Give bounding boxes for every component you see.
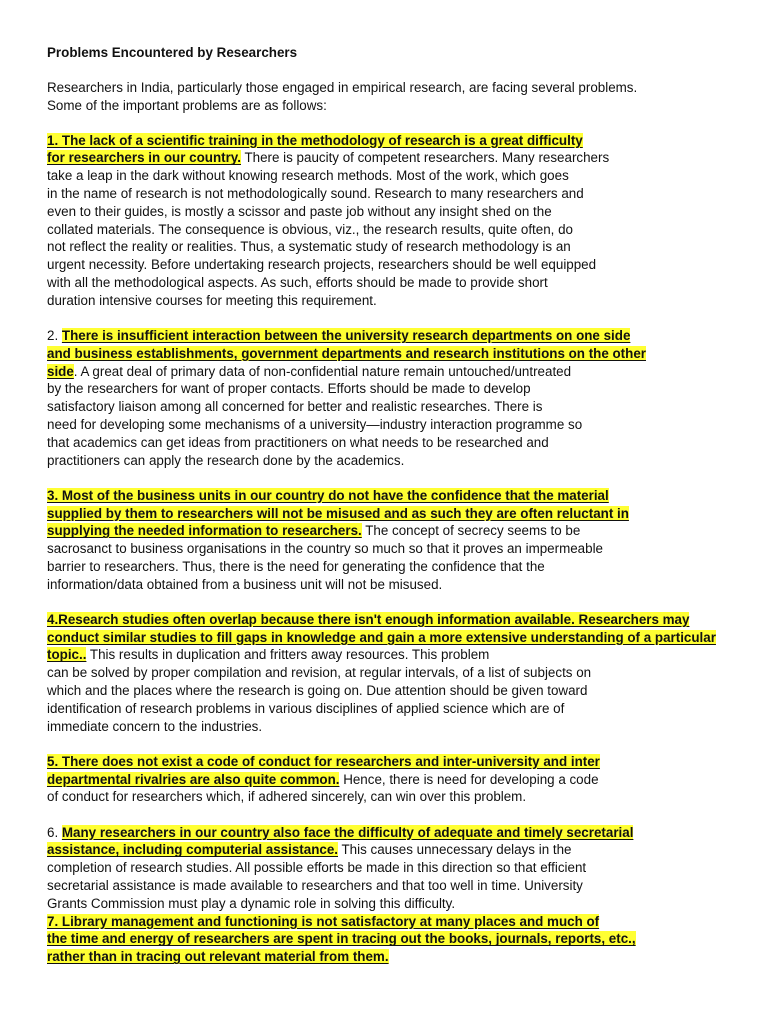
problem-line (47, 895, 728, 913)
problem-line (47, 771, 728, 789)
problem-line (47, 629, 728, 647)
document-title: Problems Encountered by Researchers (47, 45, 298, 60)
problem-line (47, 505, 728, 523)
problem-3-paragraph (47, 487, 728, 594)
problem-line (47, 558, 728, 576)
problem-line (47, 274, 728, 292)
highlighted-text: side (47, 363, 74, 379)
highlighted-text: 3. Most of the business units in our country do not have the confidence that the material (47, 487, 609, 503)
problem-number: 6. (47, 824, 62, 840)
body-text: duration intensive courses for meeting this requirement. (47, 292, 377, 308)
problem-line (47, 398, 728, 416)
intro-line: Some of the important problems are as follows: (47, 97, 327, 113)
highlighted-text: topic.. (47, 647, 87, 663)
problem-line (47, 682, 728, 700)
problem-line (47, 718, 728, 736)
highlighted-text: assistance, including computerial assistance. (47, 842, 338, 858)
problem-line (47, 646, 728, 664)
highlighted-text: 5. There does not exist a code of conduct for researchers and inter-university and inter (47, 753, 600, 769)
body-text: immediate concern to the industries. (47, 718, 263, 734)
problem-5-paragraph (47, 753, 728, 806)
body-text: secretarial assistance is made available to researchers and that too well in time. University (47, 878, 583, 894)
body-text: . A great deal of primary data of non-confidential nature remain untouched/untreated (73, 363, 572, 379)
problem-line (47, 132, 728, 150)
intro-paragraph (47, 79, 728, 115)
highlighted-text: the time and energy of researchers are spent in tracing out the books, journals, reports, etc., (47, 931, 636, 947)
problem-line (47, 540, 728, 558)
problem-line (47, 788, 728, 806)
body-text: barrier to researchers. Thus, there is the need for generating the confidence that the (47, 558, 545, 574)
body-text: This causes unnecessary delays in the (338, 842, 572, 858)
problem-4-paragraph (47, 611, 728, 736)
problem-line (47, 522, 728, 540)
problem-line (47, 380, 728, 398)
intro-line: Researchers in India, particularly those engaged in empirical research, are facing several problems. (47, 80, 638, 95)
body-text: This results in duplication and fritters away resources. This problem (86, 647, 490, 663)
problem-number: 2. (47, 327, 62, 343)
problem-line (47, 452, 728, 470)
problem-line (47, 203, 728, 221)
body-text: need for developing some mechanisms of a university—industry interaction programme so (47, 416, 583, 432)
body-text: which and the places where the research is going on. Due attention should be given toward (47, 683, 588, 699)
highlighted-text: There is insufficient interaction between the university research departments on one side (61, 327, 631, 343)
problem-line (47, 256, 728, 274)
highlighted-text: conduct similar studies to fill gaps in knowledge and gain a more extensive understanding of a particular (47, 629, 716, 645)
problem-line (47, 221, 728, 239)
problem-line (47, 948, 728, 966)
problem-line (47, 167, 728, 185)
problem-line (47, 753, 728, 771)
problem-line (47, 363, 728, 381)
problem-list (47, 132, 728, 966)
highlighted-text: Many researchers in our country also face the difficulty of adequate and timely secretarial (61, 824, 634, 840)
body-text: even to their guides, is mostly a scissor and paste job without any insight shed on the (47, 203, 552, 219)
problem-line (47, 345, 728, 363)
body-text: in the name of research is not methodologically sound. Research to many researchers and (47, 185, 584, 201)
body-text: identification of research problems in various disciplines of applied science which are of (47, 700, 565, 716)
problem-line (47, 824, 728, 842)
highlighted-text: 1. The lack of a scientific training in the methodology of research is a great difficulty (47, 132, 583, 148)
problem-line (47, 327, 728, 345)
highlighted-text: 7. Library management and functioning is not satisfactory at many places and much of (47, 913, 600, 929)
body-text: Grants Commission must play a dynamic role in solving this difficulty. (47, 895, 456, 911)
problem-line (47, 487, 728, 505)
highlighted-text: departmental rivalries are also quite common. (47, 771, 340, 787)
highlighted-text: and business establishments, government departments and research institutions on the other (47, 345, 646, 361)
body-text: Hence, there is need for developing a code (339, 771, 599, 787)
body-text: practitioners can apply the research done by the academics. (47, 452, 405, 468)
problem-line (47, 877, 728, 895)
body-text: information/data obtained from a business unit will not be misused. (47, 576, 443, 592)
problem-line (47, 292, 728, 310)
body-text: urgent necessity. Before undertaking research projects, researchers should be well equipped (47, 257, 597, 273)
problem-line (47, 185, 728, 203)
body-text: sacrosanct to business organisations in the country so much so that it proves an impermeable (47, 541, 603, 557)
body-text: with all the methodological aspects. As such, efforts should be made to provide short (47, 274, 548, 290)
body-text: of conduct for researchers which, if adhered sincerely, can win over this problem. (47, 789, 527, 805)
body-text: The concept of secrecy seems to be (361, 523, 581, 539)
problem-line (47, 238, 728, 256)
problem-2-paragraph (47, 327, 728, 469)
problem-line (47, 664, 728, 682)
problem-line (47, 841, 728, 859)
problem-line (47, 930, 728, 948)
problem-line (47, 700, 728, 718)
body-text: completion of research studies. All possible efforts be made in this direction so that efficient (47, 860, 587, 876)
body-text: take a leap in the dark without knowing research methods. Most of the work, which goes (47, 168, 569, 184)
highlighted-text: for researchers in our country. (47, 150, 241, 166)
problem-line (47, 434, 728, 452)
body-text: by the researchers for want of proper contacts. Efforts should be made to develop (47, 381, 531, 397)
problem-line (47, 416, 728, 434)
highlighted-text: supplied by them to researchers will not be misused and as such they are often reluctant in (47, 505, 629, 521)
problem-line (47, 149, 728, 167)
problem-line (47, 913, 728, 931)
body-text: not reflect the reality or realities. Thus, a systematic study of research methodology is an (47, 239, 571, 255)
highlighted-text: 4.Research studies often overlap because there isn't enough information available. Researchers may (47, 611, 690, 627)
body-text: that academics can get ideas from practitioners on what needs to be researched and (47, 434, 549, 450)
problem-1-paragraph (47, 132, 728, 310)
problem-line (47, 859, 728, 877)
problem-7-paragraph (47, 913, 728, 966)
highlighted-text: supplying the needed information to researchers. (47, 523, 362, 539)
body-text: collated materials. The consequence is obvious, viz., the research results, quite often, do (47, 221, 573, 237)
body-text: satisfactory liaison among all concerned for better and realistic researches. There is (47, 399, 543, 415)
highlighted-text: rather than in tracing out relevant material from them. (47, 949, 389, 965)
body-text: There is paucity of competent researchers. Many researchers (240, 150, 610, 166)
body-text: can be solved by proper compilation and revision, at regular intervals, of a list of subjects on (47, 665, 592, 681)
problem-line (47, 576, 728, 594)
problem-line (47, 611, 728, 629)
problem-6-paragraph (47, 824, 728, 913)
